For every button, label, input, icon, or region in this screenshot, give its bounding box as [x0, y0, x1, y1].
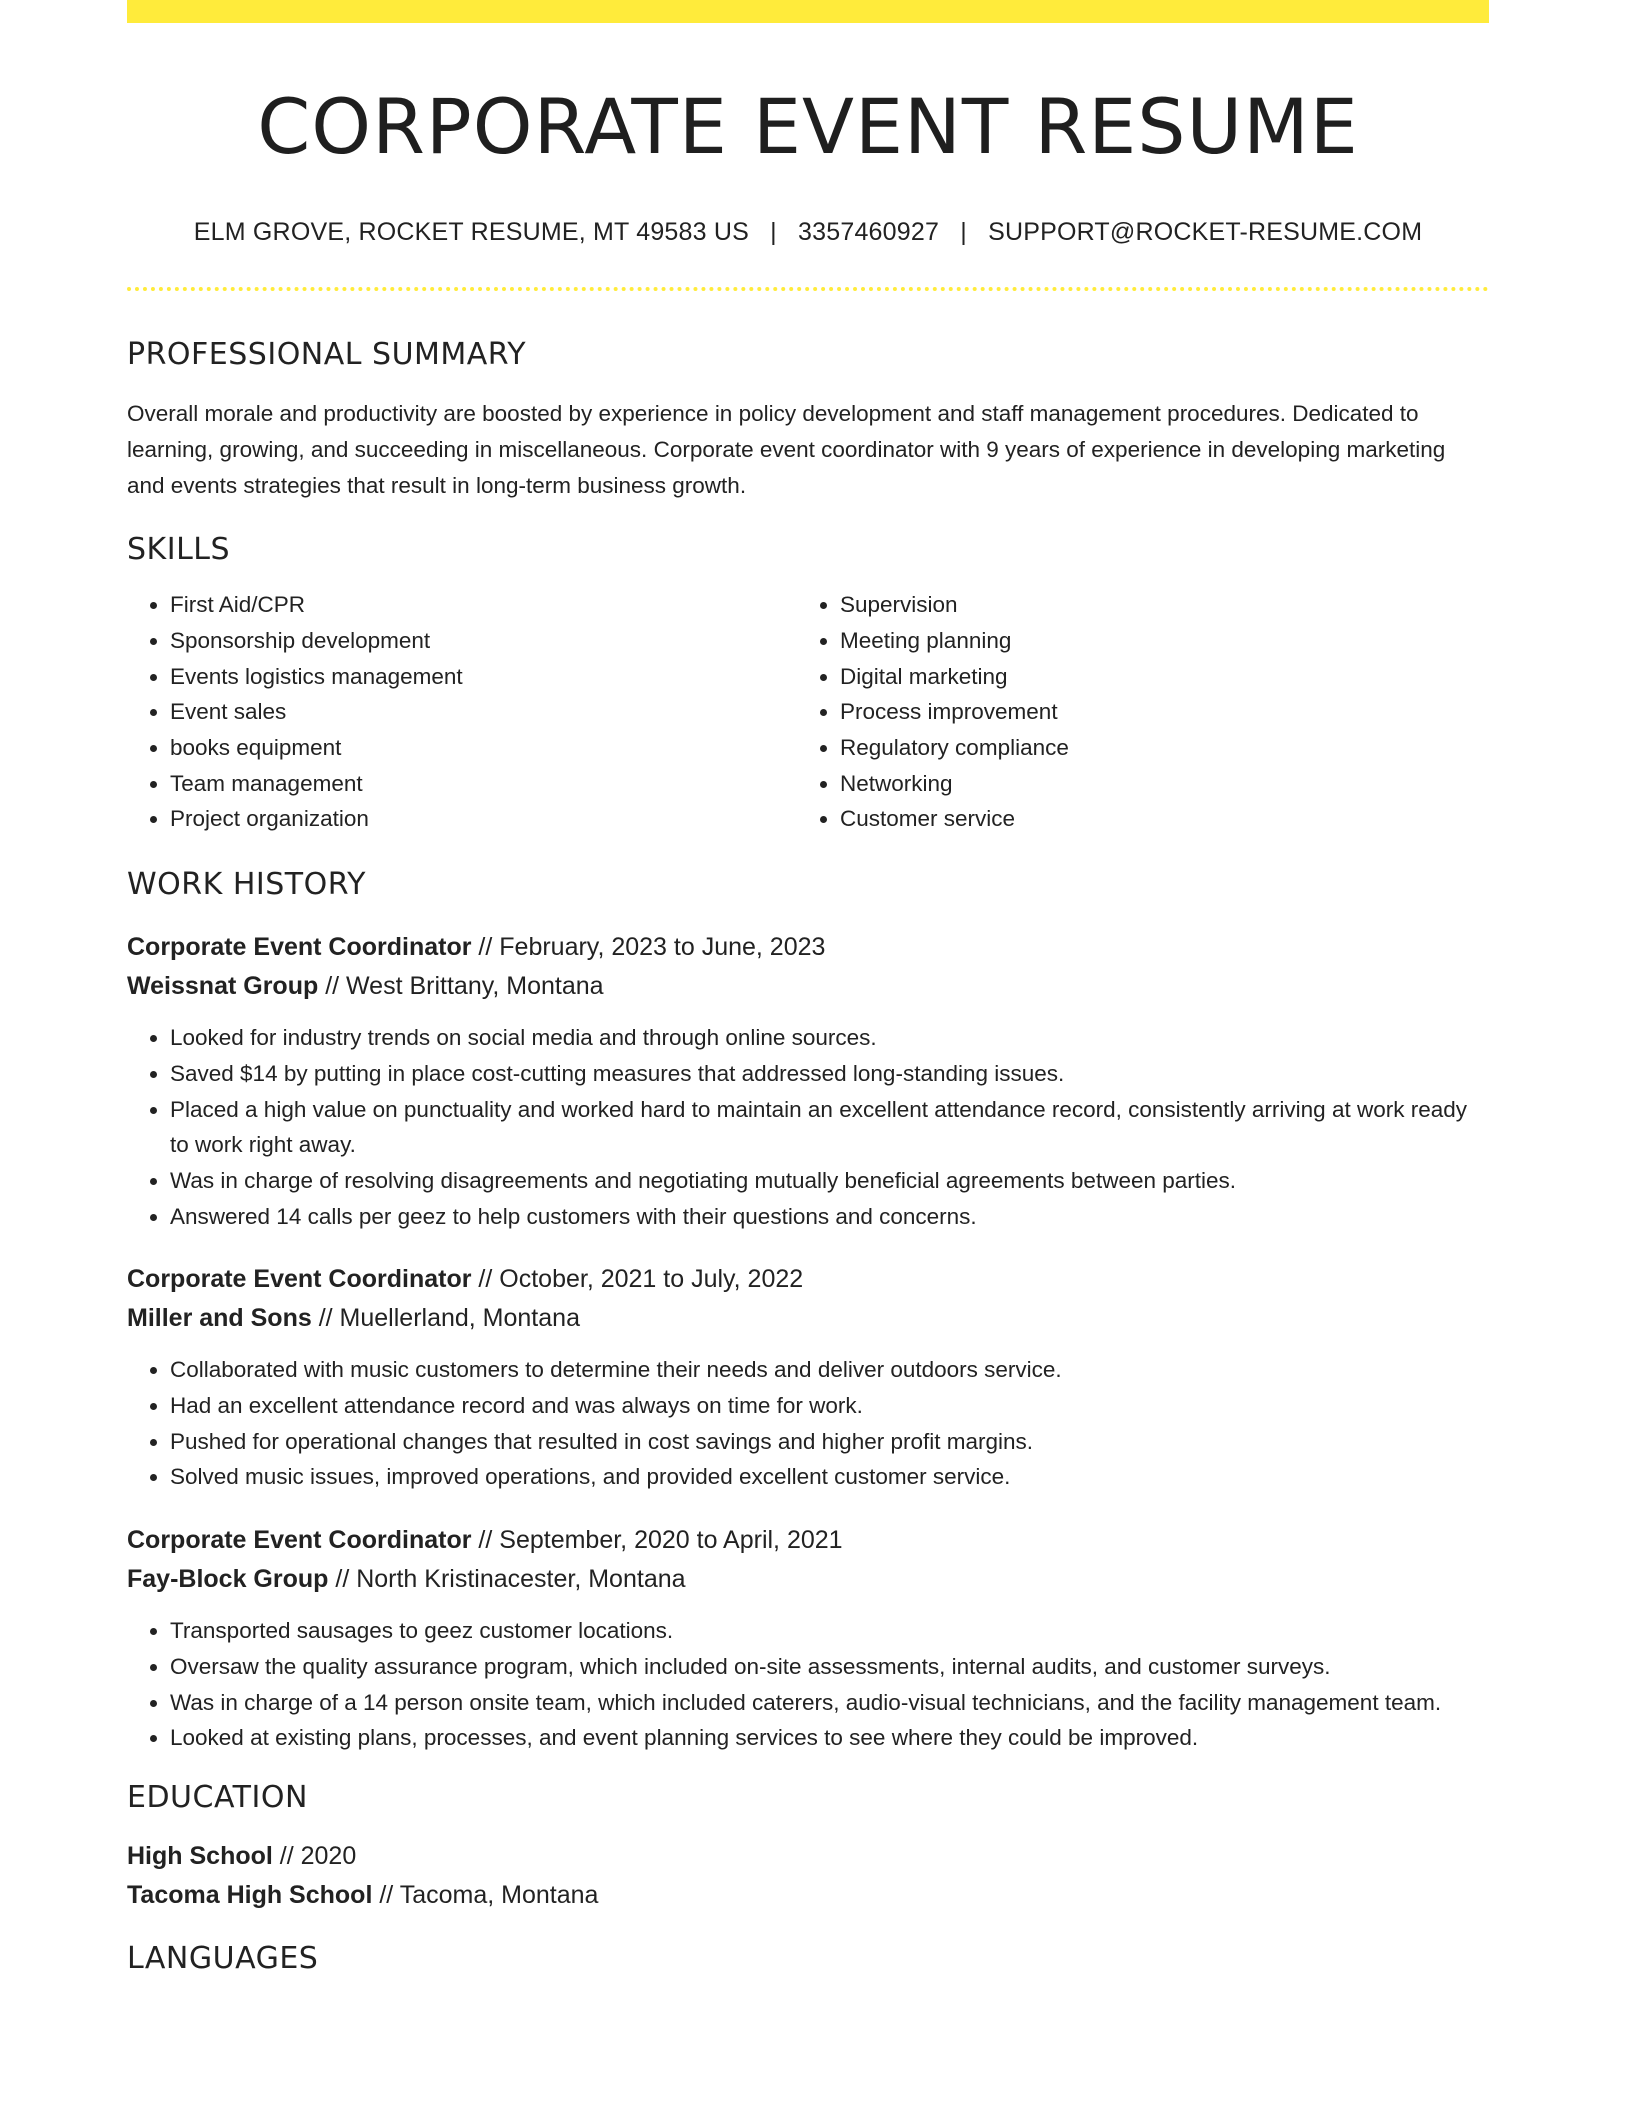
summary-text: Overall morale and productivity are boosted by experience in policy development and staff management procedures. Dedicated to learning, growing, and succeeding in miscellaneous. Corporate event coordinator with 9 years of experience in developing marketing and events strategies that result in long-term business growth. — [127, 401, 1446, 499]
job-bullet: • Collaborated with music customers to determine their needs and deliver outdoors service. — [170, 1352, 1489, 1388]
job-bullet: • Oversaw the quality assurance program, which included on-site assessments, internal audits, and customer surveys. — [170, 1649, 1489, 1685]
skill-item: • Digital marketing — [840, 659, 1467, 695]
skill-item: • Supervision — [840, 587, 1467, 623]
education-degree: High School — [127, 1841, 273, 1870]
job-location: // Muellerland, Montana — [311, 1304, 580, 1333]
work-history-heading: WORK HISTORY — [127, 867, 366, 903]
resume-page — [127, 0, 1489, 1976]
job-role: Corporate Event Coordinator — [127, 933, 472, 962]
resume-title: CORPORATE EVENT RESUME — [257, 82, 1359, 171]
skills-list — [127, 587, 1489, 837]
skill-item: • Customer service — [840, 801, 1467, 837]
contact-separator: | — [960, 218, 967, 247]
contact-line — [127, 218, 1489, 247]
job-role: Corporate Event Coordinator — [127, 1526, 472, 1555]
skill-item: • Sponsorship development — [170, 623, 797, 659]
education-location: // Tacoma, Montana — [372, 1880, 599, 1909]
job-company-line — [127, 967, 1489, 1006]
job-bullet: • Had an excellent attendance record and was always on time for work. — [170, 1388, 1489, 1424]
dotted-divider — [127, 287, 1489, 291]
education-degree-line — [127, 1837, 1489, 1876]
education-entry — [127, 1837, 1489, 1915]
job-entry — [127, 1260, 1489, 1495]
job-bullet: • Transported sausages to geez customer locations. — [170, 1613, 1489, 1649]
contact-phone: 3357460927 — [798, 218, 940, 247]
job-bullet: • Looked for industry trends on social media and through online sources. — [170, 1020, 1489, 1056]
contact-email: SUPPORT@ROCKET-RESUME.COM — [988, 218, 1423, 247]
job-bullet: • Answered 14 calls per geez to help customers with their questions and concerns. — [170, 1199, 1489, 1235]
contact-separator: | — [770, 218, 777, 247]
education-school-line — [127, 1876, 1489, 1915]
skill-item: • Networking — [840, 766, 1467, 802]
job-role-line — [127, 928, 1489, 967]
job-bullets — [127, 1613, 1489, 1756]
job-location: // North Kristinacester, Montana — [328, 1565, 686, 1594]
job-company: Weissnat Group — [127, 972, 319, 1001]
skills-column-left — [127, 587, 797, 837]
job-bullet: • Was in charge of resolving disagreements and negotiating mutually beneficial agreements between parties. — [170, 1163, 1489, 1199]
accent-top-bar — [127, 0, 1489, 23]
job-role: Corporate Event Coordinator — [127, 1265, 472, 1294]
languages-heading: LANGUAGES — [127, 1940, 319, 1976]
job-bullets — [127, 1020, 1489, 1234]
skill-item: • books equipment — [170, 730, 797, 766]
job-bullets — [127, 1352, 1489, 1495]
skills-heading: SKILLS — [127, 532, 231, 568]
job-role-line — [127, 1260, 1489, 1299]
skill-item: • First Aid/CPR — [170, 587, 797, 623]
job-role-line — [127, 1521, 1489, 1560]
job-bullet: • Pushed for operational changes that resulted in cost savings and higher profit margins. — [170, 1424, 1489, 1460]
job-location: // West Brittany, Montana — [318, 972, 604, 1001]
education-heading: EDUCATION — [127, 1779, 308, 1815]
job-dates: // October, 2021 to July, 2022 — [471, 1265, 804, 1294]
job-company-line — [127, 1560, 1489, 1599]
skill-item: • Events logistics management — [170, 659, 797, 695]
job-bullet: • Looked at existing plans, processes, and event planning services to see where they could be improved. — [170, 1720, 1489, 1756]
job-entry — [127, 1521, 1489, 1756]
skills-column-right — [797, 587, 1467, 837]
education-year: // 2020 — [272, 1841, 357, 1870]
job-bullet: • Was in charge of a 14 person onsite team, which included caterers, audio-visual technicians, and the facility management team. — [170, 1685, 1489, 1721]
job-entry — [127, 928, 1489, 1234]
skill-item: • Process improvement — [840, 694, 1467, 730]
job-bullet: • Solved music issues, improved operations, and provided excellent customer service. — [170, 1459, 1489, 1495]
skill-item: • Project organization — [170, 801, 797, 837]
job-dates: // February, 2023 to June, 2023 — [471, 933, 826, 962]
education-school: Tacoma High School — [127, 1880, 373, 1909]
job-bullet: • Placed a high value on punctuality and worked hard to maintain an excellent attendance record, consistently arriving at work ready to work right away. — [170, 1092, 1489, 1163]
skill-item: • Regulatory compliance — [840, 730, 1467, 766]
job-company: Fay-Block Group — [127, 1565, 329, 1594]
contact-address: ELM GROVE, ROCKET RESUME, MT 49583 US — [193, 218, 750, 247]
skill-item: • Team management — [170, 766, 797, 802]
job-dates: // September, 2020 to April, 2021 — [471, 1526, 843, 1555]
job-company-line — [127, 1299, 1489, 1338]
job-company: Miller and Sons — [127, 1304, 312, 1333]
summary-heading: PROFESSIONAL SUMMARY — [127, 337, 527, 373]
skill-item: • Meeting planning — [840, 623, 1467, 659]
skill-item: • Event sales — [170, 694, 797, 730]
job-bullet: • Saved $14 by putting in place cost-cutting measures that addressed long-standing issues. — [170, 1056, 1489, 1092]
